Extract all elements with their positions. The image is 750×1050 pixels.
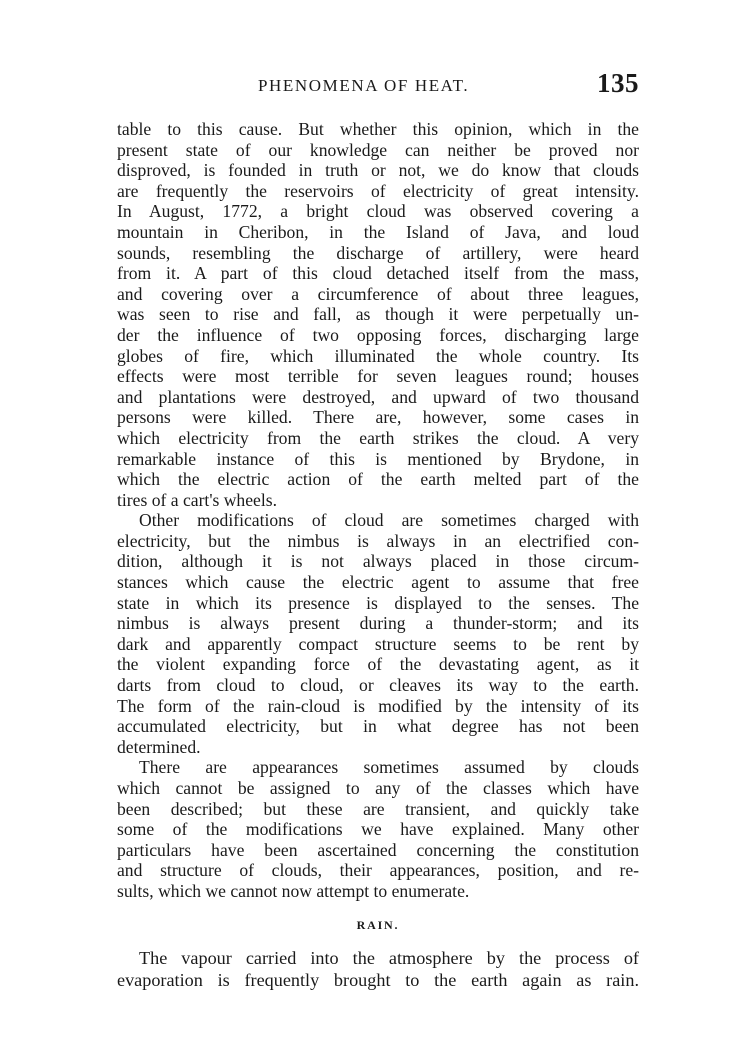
text-line: are frequently the reservoirs of electricity of great intensity. <box>117 180 639 201</box>
text-line: The vapour carried into the atmosphere by the process of <box>139 947 639 968</box>
text-line: sults, which we cannot now attempt to enumerate. <box>117 880 470 901</box>
running-title: PHENOMENA OF HEAT. <box>258 76 470 95</box>
text-line: some of the modifications we have explained. Many other <box>117 819 639 840</box>
text-line: sounds, resembling the discharge of artillery, were heard <box>117 242 639 263</box>
text-line: globes of fire, which illuminated the whole country. Its <box>117 345 639 366</box>
text-line: evaporation is frequently brought to the earth again as rain. <box>117 969 639 990</box>
text-line: In August, 1772, a bright cloud was observed covering a <box>117 201 639 222</box>
text-line: The form of the rain-cloud is modified by the intensity of its <box>117 695 639 716</box>
text-line: dark and apparently compact structure seems to be rent by <box>117 633 639 654</box>
text-line: der the influence of two opposing forces, discharging large <box>117 324 639 345</box>
text-line: disproved, is founded in truth or not, we do know that clouds <box>117 160 639 181</box>
text-line: and structure of clouds, their appearances, position, and re- <box>117 860 639 881</box>
text-line: There are appearances sometimes assumed by clouds <box>139 757 639 778</box>
text-line: which cannot be assigned to any of the classes which have <box>117 778 639 798</box>
text-line: been described; but these are transient, and quickly take <box>117 798 639 819</box>
text-line: effects were most terrible for seven leagues round; houses <box>117 366 639 387</box>
running-head <box>117 68 639 104</box>
text-line: mountain in Cheribon, in the Island of Java, and loud <box>117 221 639 242</box>
text-line: Other modifications of cloud are sometimes charged with <box>139 510 639 531</box>
text-line: determined. <box>117 736 201 757</box>
text-line: darts from cloud to cloud, or cleaves its way to the earth. <box>117 675 639 696</box>
paragraph-rain <box>117 947 639 991</box>
text-line: state in which its presence is displayed to the senses. The <box>117 592 639 613</box>
text-line: which electricity from the earth strikes the cloud. A very <box>117 427 639 448</box>
text-line: was seen to rise and fall, as though it were perpetually un- <box>117 304 639 325</box>
paragraph-cloud-appearances <box>117 757 639 901</box>
text-line: electricity, but the nimbus is always in an electrified con- <box>117 530 639 551</box>
page-number: 135 <box>597 68 639 98</box>
text-line: dition, although it is not always placed in those circum- <box>117 551 639 572</box>
text-line: table to this cause. But whether this opinion, which in the <box>117 119 639 139</box>
text-line: and plantations were destroyed, and upward of two thousand <box>117 386 639 407</box>
paragraph-clouds-electricity <box>117 119 639 510</box>
section-heading: RAIN. <box>356 917 400 932</box>
text-line: the violent expanding force of the devastating agent, as it <box>117 654 639 675</box>
text-line: persons were killed. There are, however, some cases in <box>117 407 639 428</box>
text-line: from it. A part of this cloud detached itself from the mass, <box>117 263 639 284</box>
text-line: stances which cause the electric agent to assume that free <box>117 572 639 593</box>
text-line: nimbus is always present during a thunder-storm; and its <box>117 613 639 634</box>
text-line: particulars have been ascertained concerning the constitution <box>117 839 639 860</box>
text-line: accumulated electricity, but in what degree has not been <box>117 716 639 737</box>
text-line: and covering over a circumference of about three leagues, <box>117 283 639 304</box>
book-page <box>117 68 639 991</box>
text-line: remarkable instance of this is mentioned by Brydone, in <box>117 448 639 469</box>
text-line: which the electric action of the earth melted part of the <box>117 469 639 490</box>
text-line: present state of our knowledge can neither be proved nor <box>117 139 639 160</box>
text-line: tires of a cart's wheels. <box>117 489 277 510</box>
paragraph-nimbus <box>117 510 639 757</box>
